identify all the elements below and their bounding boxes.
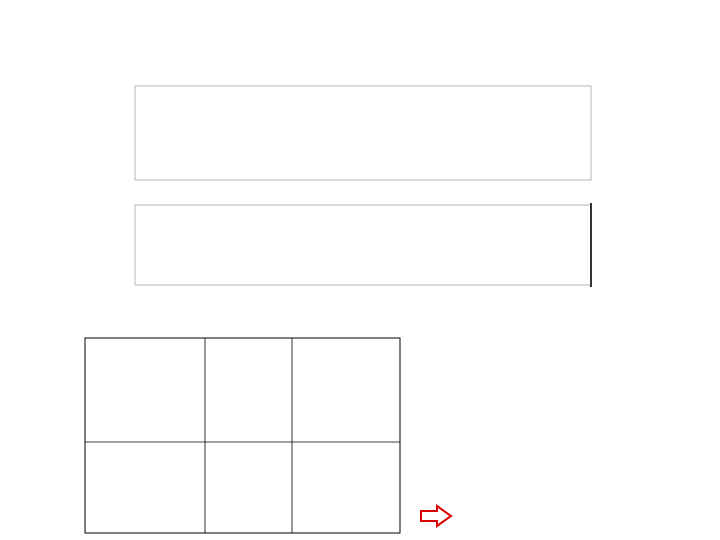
bottom-chart-frame — [135, 205, 591, 285]
bottom-chart — [135, 203, 591, 287]
top-chart — [135, 86, 591, 180]
summary-table-border — [85, 338, 400, 533]
summary-table — [85, 338, 400, 533]
right-arrow-icon — [421, 506, 451, 526]
top-chart-frame — [135, 86, 591, 180]
